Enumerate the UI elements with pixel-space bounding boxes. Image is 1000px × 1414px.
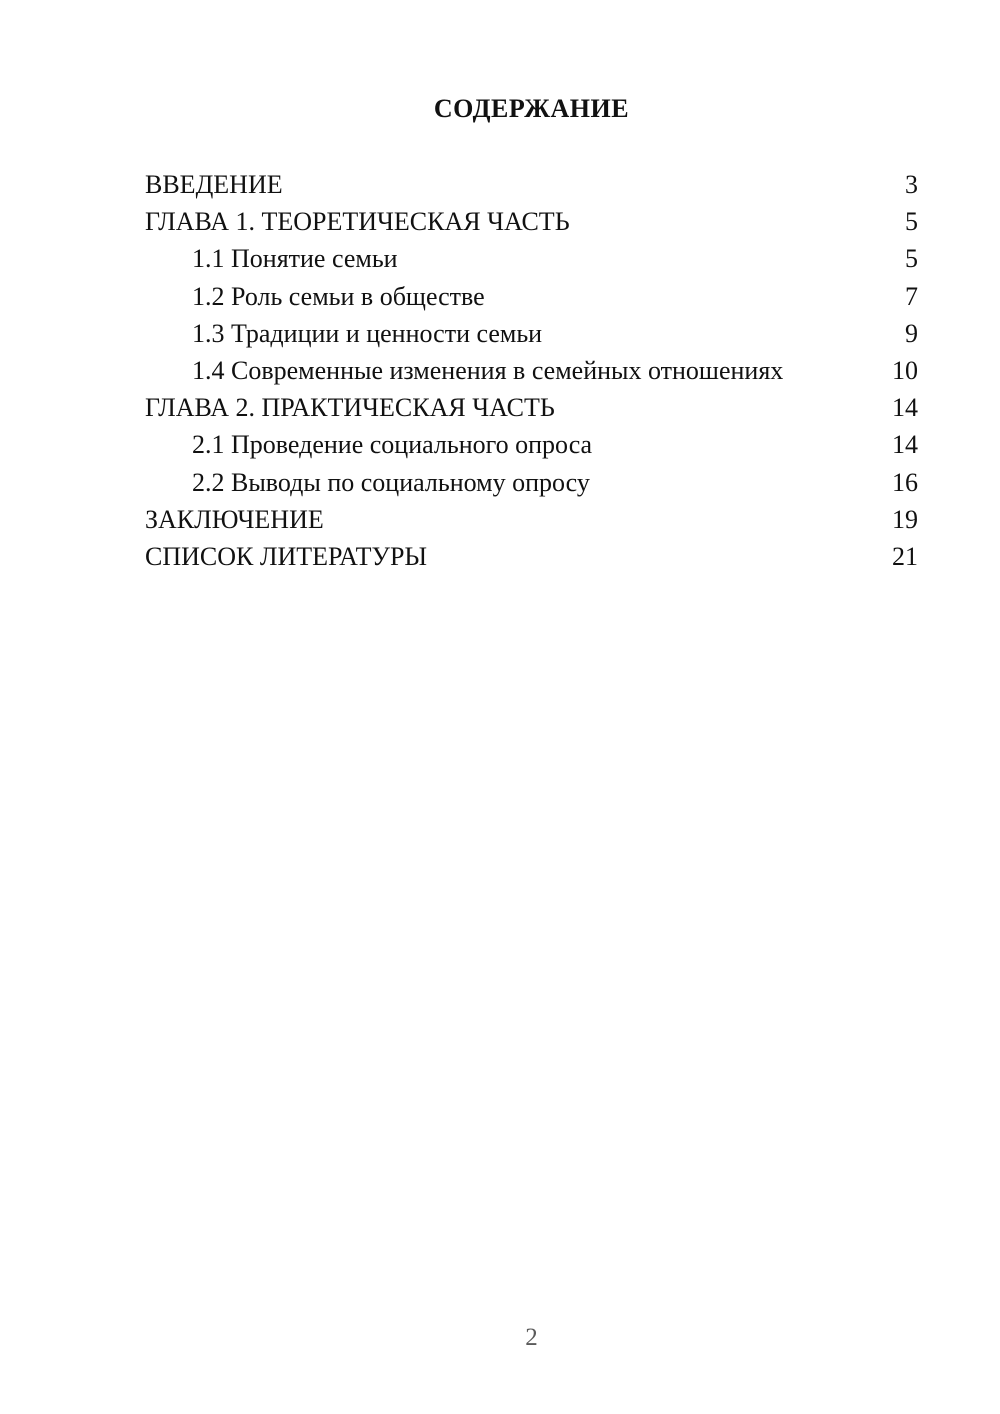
toc-entry-page-number: 19	[892, 504, 918, 534]
toc-entry-label: ВВЕДЕНИЕ	[145, 170, 283, 199]
toc-list	[145, 166, 918, 575]
toc-entry-label: 2.2 Выводы по социальному опросу	[192, 467, 590, 497]
toc-entry	[145, 315, 918, 352]
toc-entry-label: 1.4 Современные изменения в семейных отношениях	[192, 355, 784, 385]
toc-entry-page-number: 21	[892, 541, 918, 571]
footer-page-number: 2	[525, 1324, 538, 1351]
toc-entry	[145, 426, 918, 463]
toc-entry-label: ГЛАВА 1. ТЕОРЕТИЧЕСКАЯ ЧАСТЬ	[145, 207, 570, 237]
toc-entry	[145, 538, 918, 575]
toc-entry-page-number: 9	[905, 318, 918, 348]
toc-entry	[145, 389, 918, 426]
toc-entry-page-number: 7	[905, 281, 918, 311]
toc-entry-label: ГЛАВА 2. ПРАКТИЧЕСКАЯ ЧАСТЬ	[145, 393, 555, 423]
toc-entry-page-number: 3	[905, 170, 918, 199]
toc-entry	[145, 352, 918, 389]
toc-entry-page-number: 5	[905, 244, 918, 274]
toc-entry-label: 1.2 Роль семьи в обществе	[192, 281, 485, 311]
toc-entry	[145, 501, 918, 538]
toc-entry-page-number: 14	[892, 393, 918, 423]
toc-entry	[145, 240, 918, 277]
toc-entry-page-number: 5	[905, 207, 918, 237]
toc-entry-label: 2.1 Проведение социального опроса	[192, 430, 593, 460]
toc-entry-page-number: 14	[892, 430, 918, 460]
toc-entry	[145, 166, 918, 203]
toc-entry-label: 1.1 Понятие семьи	[192, 244, 398, 274]
toc-entry-label: СПИСОК ЛИТЕРАТУРЫ	[145, 541, 428, 571]
toc-entry-page-number: 10	[892, 355, 918, 385]
toc-entry-label: ЗАКЛЮЧЕНИЕ	[145, 504, 324, 534]
toc-entry-page-number: 16	[892, 467, 918, 497]
page-title: СОДЕРЖАНИЕ	[433, 94, 630, 123]
toc-entry	[145, 203, 918, 240]
toc-entry	[145, 464, 918, 501]
toc-entry-label: 1.3 Традиции и ценности семьи	[192, 318, 543, 348]
toc-entry	[145, 278, 918, 315]
